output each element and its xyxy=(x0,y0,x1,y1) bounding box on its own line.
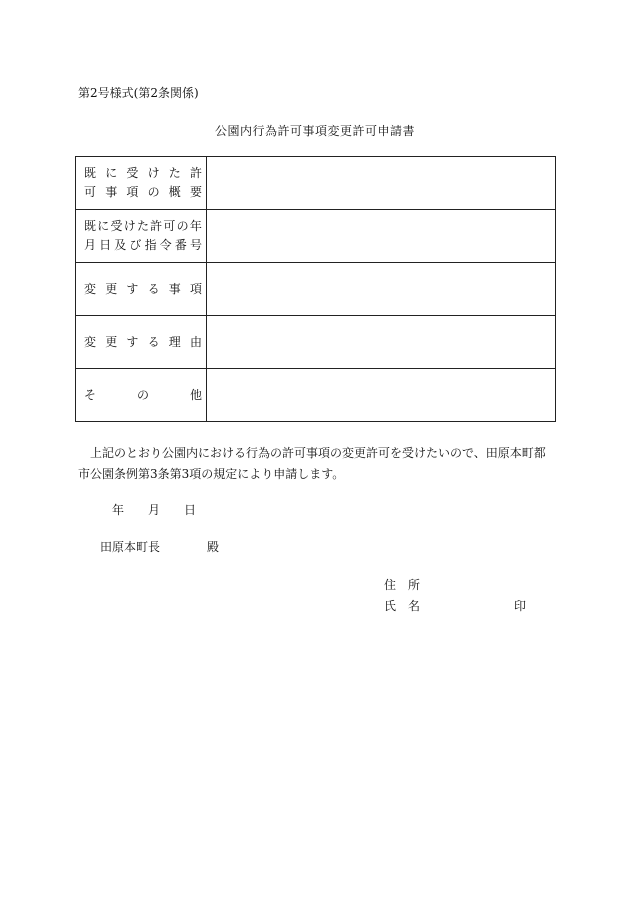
label-char: 及 xyxy=(114,238,127,252)
label-char: る xyxy=(147,334,160,349)
label-char: 変 xyxy=(84,281,97,296)
applicant-address-label: 住 所 xyxy=(384,578,421,592)
addressee-honorific: 殿 xyxy=(207,540,220,554)
statement-text: 上記のとおり公園内における行為の許可事項の変更許可を受けたいので、田原本町都市公園条例第3条第3項の規定により申請します。 xyxy=(78,446,546,481)
label-char: 理 xyxy=(168,334,181,349)
table-row xyxy=(76,316,556,369)
table-row xyxy=(76,157,556,210)
application-form-table xyxy=(75,156,556,422)
label-line xyxy=(84,236,202,255)
label-char: 年 xyxy=(189,219,202,233)
label-char: 事 xyxy=(168,281,181,296)
row-label-existing-permit-summary xyxy=(76,157,207,210)
applicant-name-label: 氏 名 xyxy=(384,599,421,613)
row-label-change-reason xyxy=(76,316,207,369)
label-char: の xyxy=(176,219,189,233)
addressee-name: 田原本町長 xyxy=(100,540,161,554)
label-char: 概 xyxy=(168,185,181,199)
label-char: 日 xyxy=(99,238,112,252)
label-line xyxy=(84,164,202,183)
table-row xyxy=(76,263,556,316)
label-char: 更 xyxy=(105,281,118,296)
label-line xyxy=(84,217,202,236)
row-label-other xyxy=(76,369,207,422)
label-char: 由 xyxy=(189,334,202,349)
input-cell-other[interactable] xyxy=(207,369,556,422)
label-char: 指 xyxy=(144,238,157,252)
label-char: る xyxy=(147,281,160,296)
form-number: 第2号様式(第2条関係) xyxy=(78,86,199,100)
document-title: 公園内行為許可事項変更許可申請書 xyxy=(214,124,415,138)
label-char: 月 xyxy=(84,238,97,252)
input-cell-existing-permit-summary[interactable] xyxy=(207,157,556,210)
label-char: 事 xyxy=(105,185,118,199)
label-char: 変 xyxy=(84,334,97,349)
label-char: の xyxy=(136,387,149,402)
label-char: 既 xyxy=(84,166,97,180)
row-label-permit-date-number xyxy=(76,210,207,263)
label-char: 可 xyxy=(84,185,97,199)
label-char: す xyxy=(126,334,139,349)
label-char: 令 xyxy=(159,238,172,252)
label-char: 許 xyxy=(189,166,202,180)
input-cell-change-items[interactable] xyxy=(207,263,556,316)
input-cell-permit-date-number[interactable] xyxy=(207,210,556,263)
label-line xyxy=(84,333,202,352)
label-char: 可 xyxy=(163,219,176,233)
label-char: た xyxy=(136,219,149,233)
label-char: 項 xyxy=(189,281,202,296)
row-label-change-items xyxy=(76,263,207,316)
label-line xyxy=(84,280,202,299)
label-char: 許 xyxy=(150,219,163,233)
label-char: 要 xyxy=(189,185,202,199)
application-statement xyxy=(78,443,556,485)
label-char: す xyxy=(126,281,139,296)
seal-mark: 印 xyxy=(514,599,527,613)
label-char: た xyxy=(168,166,181,180)
date-day-label: 日 xyxy=(184,503,197,517)
table-row xyxy=(76,210,556,263)
label-char: そ xyxy=(84,387,97,402)
label-char: 項 xyxy=(126,185,139,199)
label-char: 番 xyxy=(174,238,187,252)
label-line xyxy=(84,386,202,405)
label-char: 受 xyxy=(110,219,123,233)
label-char: 更 xyxy=(105,334,118,349)
label-char: び xyxy=(129,238,142,252)
label-char: 受 xyxy=(126,166,139,180)
label-char: 号 xyxy=(189,238,202,252)
label-char: け xyxy=(147,166,160,180)
date-year-label: 年 xyxy=(112,503,125,517)
table-row xyxy=(76,369,556,422)
label-char: の xyxy=(147,185,160,199)
label-char: 他 xyxy=(189,387,202,402)
date-month-label: 月 xyxy=(148,503,161,517)
input-cell-change-reason[interactable] xyxy=(207,316,556,369)
label-line xyxy=(84,183,202,202)
label-char: 既 xyxy=(84,219,97,233)
label-char: に xyxy=(105,166,118,180)
label-char: に xyxy=(97,219,110,233)
label-char: け xyxy=(123,219,136,233)
